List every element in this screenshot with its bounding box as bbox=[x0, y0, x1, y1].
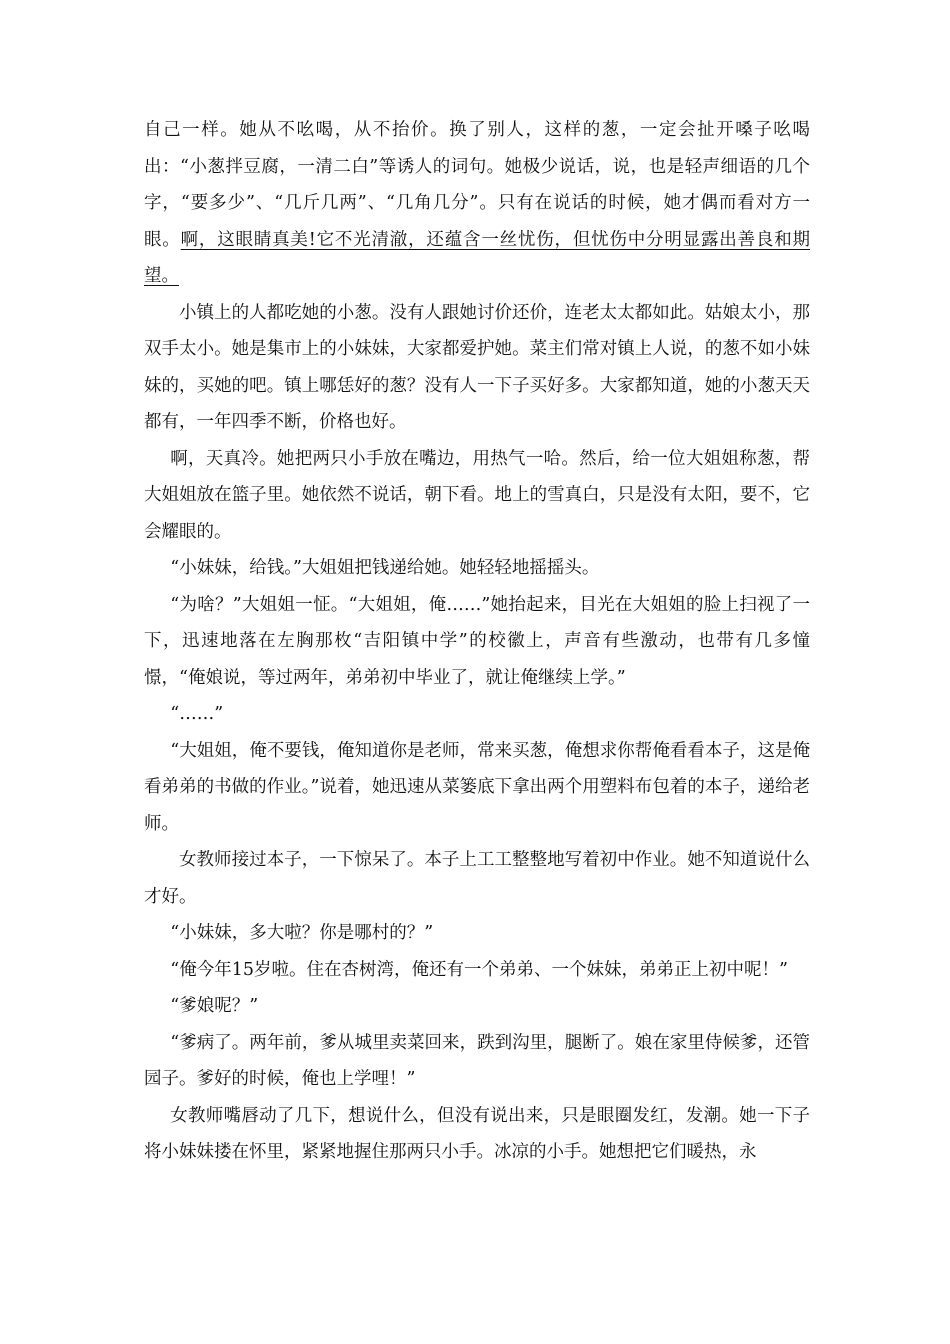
paragraph-6: “……” bbox=[170, 704, 224, 724]
paragraph-8: 女教师接过本子，一下惊呆了。本子上工工整整地写着初中作业。她不知道说什么才好。 bbox=[144, 850, 810, 907]
paragraph-1 bbox=[144, 112, 810, 295]
paragraph-3: 啊，天真冷。她把两只小手放在嘴边，用热气一哈。然后，给一位大姐姐称葱，帮大姐姐放在篮子里。她依然不说话，朝下看。地上的雪真白，只是没有太阳，要不，它会耀眼的。 bbox=[144, 448, 810, 542]
paragraph-10: “俺今年15岁啦。住在杏树湾，俺还有一个弟弟、一个妹妹，弟弟正上初中呢！” bbox=[170, 959, 788, 980]
paragraph-13: 女教师嘴唇动了几下，想说什么，但没有说出来，只是眼圈发红，发潮。她一下子将小妹妹搂在怀里，紧紧地握住那两只小手。冰凉的小手。她想把它们暖热，永 bbox=[144, 1105, 810, 1162]
paragraph-1-text: 自己一样。她从不吆喝，从不抬价。换了别人，这样的葱，一定会扯开嗓子吆喝出：“小葱拌豆腐，一清二白”等诱人的词句。她极少说话，说，也是轻声细语的几个字，“要多少”、“几斤几两”、“几角几分”。只有在说话的时候，她才偶而看对方一眼。 bbox=[144, 120, 810, 250]
paragraph-7: “大姐姐，俺不要钱，俺知道你是老师，常来买葱，俺想求你帮俺看看本子，这是俺看弟弟的书做的作业。”说着，她迅速从菜篓底下拿出两个用塑料布包着的本子，递给老师。 bbox=[144, 740, 810, 834]
paragraph-9: “小妹妹，多大啦？你是哪村的？” bbox=[170, 923, 434, 943]
underlined-sentence: 啊，这眼睛真美!它不光清澈，还蕴含一丝忧伤，但忧伤中分明显露出善良和期望。 bbox=[144, 229, 810, 286]
paragraph-2: 小镇上的人都吃她的小葱。没有人跟她讨价还价，连老太太都如此。姑娘太小，那双手太小。她是集市上的小妹妹，大家都爱护她。菜主们常对镇上人说，的葱不如小妹妹的，买她的吧。镇上哪恁好的葱？没有人一下子买好多。大家都知道，她的小葱天天都有，一年四季不断，价格也好。 bbox=[144, 302, 810, 432]
document-page bbox=[144, 112, 810, 1171]
paragraph-11: “爹娘呢？” bbox=[170, 996, 259, 1016]
paragraph-5: “为啥？”大姐姐一怔。“大姐姐，俺……”她抬起来，目光在大姐姐的脸上扫视了一下，迅速地落在左胸那枚“吉阳镇中学”的校徽上，声音有些激动，也带有几多憧憬，“俺娘说，等过两年，弟弟初中毕业了，就让俺继续上学。” bbox=[144, 594, 810, 688]
paragraph-12: “爹病了。两年前，爹从城里卖菜回来，跌到沟里，腿断了。娘在家里侍候爹，还管园子。爹好的时候，俺也上学哩！” bbox=[144, 1032, 810, 1089]
paragraph-4: “小妹妹，给钱。”大姐姐把钱递给她。她轻轻地摇摇头。 bbox=[170, 558, 600, 578]
